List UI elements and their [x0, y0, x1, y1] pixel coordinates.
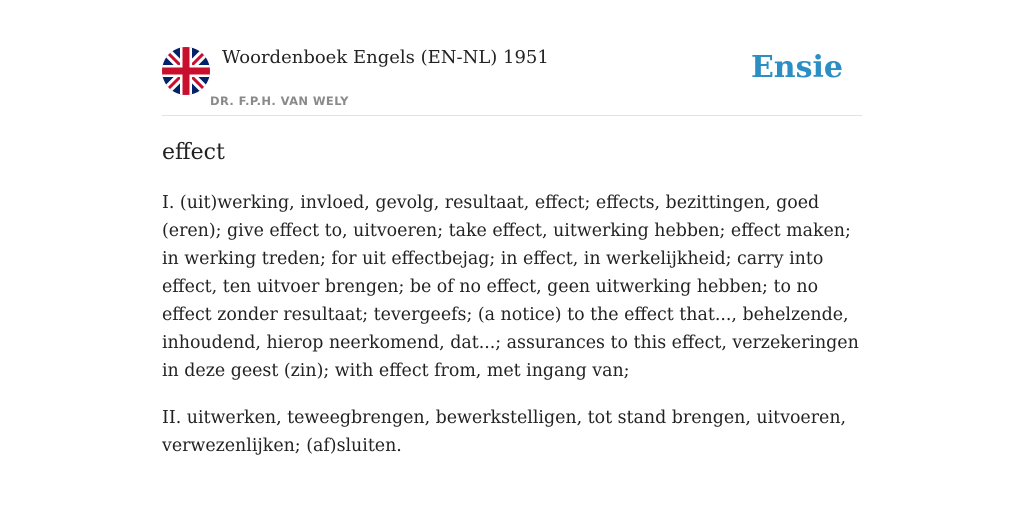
uk-flag-icon	[162, 47, 210, 95]
entry-sense: I. (uit)werking, invloed, gevolg, resultaat, effect; effects, bezittingen, goed (eren); give effect to, uitvoeren; take effect, uitwerking hebben; effect maken; in werking treden; for uit effectbejag; in effect, in werkelijkheid; carry into effect, ten uitvoer brengen; be of no effect, geen uitwerking hebben; to no effect zonder resultaat; tevergeefs; (a notice) to the effect that..., behelzende, inhoudend, hierop neerkomend, dat...; assurances to this effect, verzekeringen in deze geest (zin); with effect from, met ingang van;	[162, 193, 859, 381]
dictionary-title[interactable]: Woordenboek Engels (EN-NL) 1951	[222, 47, 549, 68]
dictionary-header	[162, 40, 862, 116]
ensie-logo[interactable]: Ensie	[750, 50, 843, 85]
entry-sense: II. uitwerken, teweegbrengen, bewerkstelligen, tot stand brengen, uitvoeren, verwezenlijken; (af)sluiten.	[162, 408, 847, 456]
entry-headword: effect	[162, 140, 225, 165]
dictionary-author: DR. F.P.H. VAN WELY	[210, 94, 349, 108]
dictionary-card	[162, 40, 862, 460]
